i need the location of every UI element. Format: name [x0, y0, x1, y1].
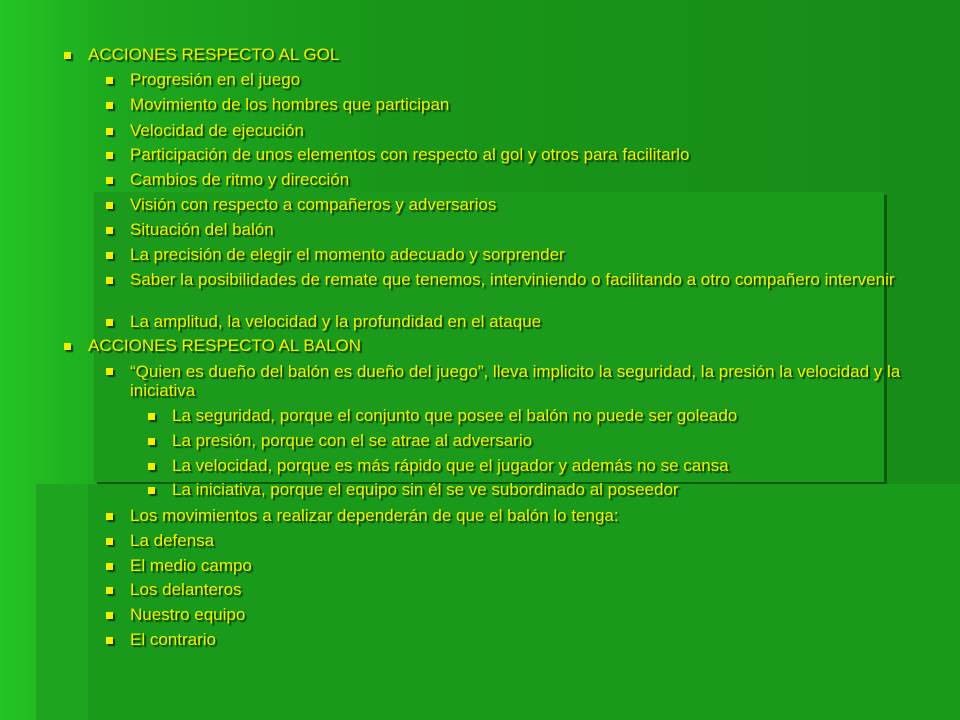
- section-title-balon: ACCIONES RESPECTO AL BALON: [88, 336, 362, 355]
- list-item: El contrario: [130, 630, 216, 649]
- section-title-gol: ACCIONES RESPECTO AL GOL: [88, 45, 340, 64]
- square-bullet-icon: [106, 513, 113, 520]
- list-item: Situación del balón: [130, 220, 274, 239]
- square-bullet-icon: [106, 319, 113, 326]
- square-bullet-icon: [106, 152, 113, 159]
- square-bullet-icon: [106, 612, 113, 619]
- square-bullet-icon: [106, 252, 113, 259]
- list-item: Visión con respecto a compañeros y adversarios: [130, 195, 497, 214]
- list-item: La precisión de elegir el momento adecuado y sorprender: [130, 245, 565, 264]
- list-item: Los movimientos a realizar dependerán de que el balón lo tenga:: [130, 506, 619, 525]
- square-bullet-icon: [64, 52, 71, 59]
- square-bullet-icon: [106, 563, 113, 570]
- square-bullet-icon: [106, 202, 113, 209]
- sub-list-item: La iniciativa, porque el equipo sin él se ve subordinado al poseedor: [172, 480, 679, 499]
- square-bullet-icon: [106, 368, 113, 375]
- list-item: Progresión en el juego: [130, 70, 301, 89]
- square-bullet-icon: [106, 587, 113, 594]
- list-item: Saber la posibilidades de remate que tenemos, interviniendo o facilitando a otro compañero intervenir: [130, 270, 895, 289]
- quote-item: “Quien es dueño del balón es dueño del juego”, lleva implicito la seguridad, la presión la velocidad y la iniciativa: [130, 362, 901, 400]
- square-bullet-icon: [106, 538, 113, 545]
- sub-list-item: La seguridad, porque el conjunto que posee el balón no puede ser goleado: [172, 406, 738, 425]
- list-item: Velocidad de ejecución: [130, 121, 304, 140]
- sub-list-item: La velocidad, porque es más rápido que el jugador y además no se cansa: [172, 456, 729, 475]
- list-item: Participación de unos elementos con respecto al gol y otros para facilitarlo: [130, 145, 690, 164]
- square-bullet-icon: [106, 128, 113, 135]
- list-item: El medio campo: [130, 556, 252, 575]
- list-item: Movimiento de los hombres que participan: [130, 95, 450, 114]
- list-item: La defensa: [130, 531, 215, 550]
- square-bullet-icon: [148, 487, 155, 494]
- square-bullet-icon: [106, 227, 113, 234]
- square-bullet-icon: [106, 77, 113, 84]
- list-item: Los delanteros: [130, 580, 242, 599]
- square-bullet-icon: [148, 413, 155, 420]
- list-item: La amplitud, la velocidad y la profundidad en el ataque: [130, 312, 542, 331]
- square-bullet-icon: [64, 343, 71, 350]
- square-bullet-icon: [106, 277, 113, 284]
- square-bullet-icon: [106, 637, 113, 644]
- list-item: Cambios de ritmo y dirección: [130, 170, 350, 189]
- square-bullet-icon: [148, 463, 155, 470]
- sub-list-item: La presión, porque con el se atrae al adversario: [172, 431, 533, 450]
- square-bullet-icon: [148, 438, 155, 445]
- list-item: Nuestro equipo: [130, 605, 246, 624]
- square-bullet-icon: [106, 102, 113, 109]
- square-bullet-icon: [106, 177, 113, 184]
